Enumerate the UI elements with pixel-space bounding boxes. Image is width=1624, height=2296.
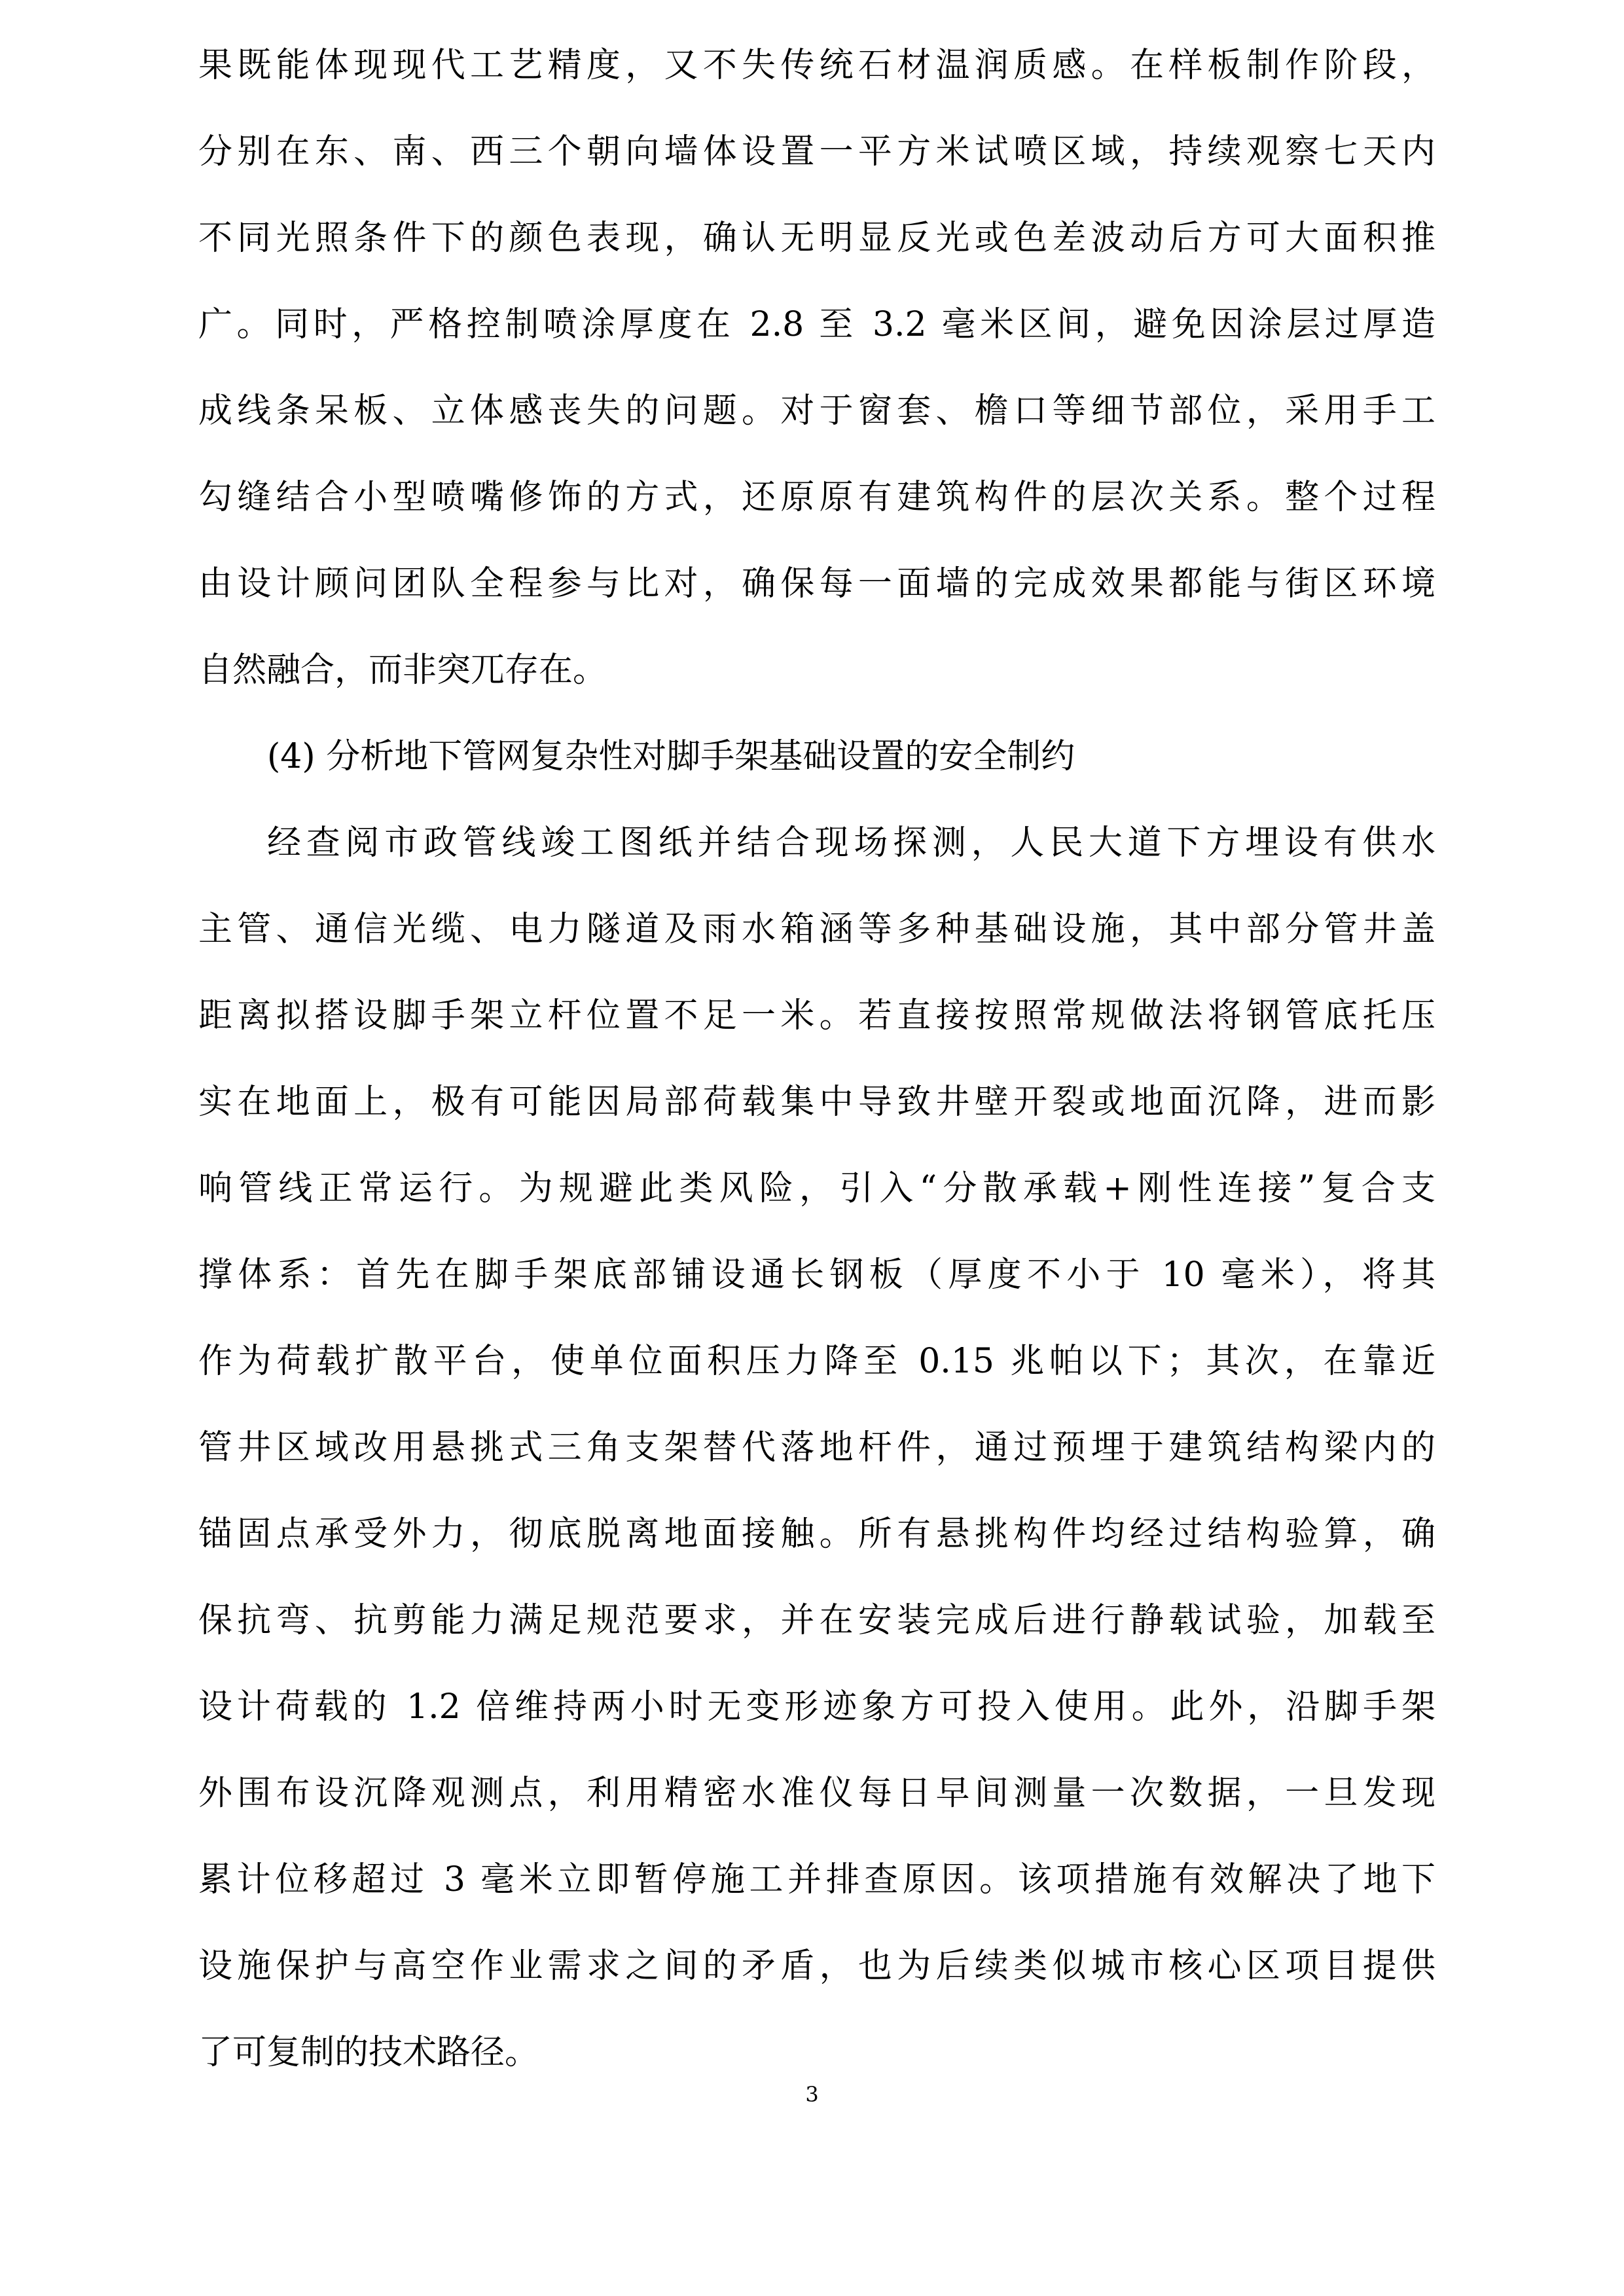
text-line: 不同光照条件下的颜色表现，确认无明显反光或色差波动后方可大面积推 (198, 219, 1435, 258)
text-line: 距离拟搭设脚手架立杆位置不足一米。若直接按照常规做法将钢管底托压 (198, 996, 1435, 1035)
page-number: 3 (805, 2082, 819, 2107)
text-line: 响管线正常运行。为规避此类风险，引入“分散承载+刚性连接”复合支 (198, 1169, 1435, 1208)
text-line: 外围布设沉降观测点，利用精密水准仪每日早间测量一次数据，一旦发现 (198, 1774, 1435, 1813)
text-line: 实在地面上，极有可能因局部荷载集中导致井壁开裂或地面沉降，进而影 (198, 1083, 1435, 1122)
text-line: 成线条呆板、立体感丧失的问题。对于窗套、檐口等细节部位，采用手工 (198, 391, 1435, 431)
text-line: 保抗弯、抗剪能力满足规范要求，并在安装完成后进行静载试验，加载至 (198, 1601, 1435, 1640)
text-line: 设施保护与高空作业需求之间的矛盾，也为后续类似城市核心区项目提供 (198, 1946, 1435, 1986)
text-line: 广。同时，严格控制喷涂厚度在 2.8 至 3.2 毫米区间，避免因涂层过厚造 (198, 305, 1435, 344)
text-line: 管井区域改用悬挑式三角支架替代落地杆件，通过预埋于建筑结构梁内的 (198, 1428, 1435, 1467)
text-line: 撑体系：首先在脚手架底部铺设通长钢板（厚度不小于 10 毫米），将其 (198, 1255, 1435, 1295)
text-line: 自然融合，而非突兀存在。 (198, 651, 607, 690)
text-line: 果既能体现现代工艺精度，又不失传统石材温润质感。在样板制作阶段， (198, 46, 1435, 85)
text-line: 主管、通信光缆、电力隧道及雨水箱涵等多种基础设施，其中部分管井盖 (198, 910, 1435, 949)
text-line: 由设计顾问团队全程参与比对，确保每一面墙的完成效果都能与街区环境 (198, 564, 1435, 603)
text-line: 了可复制的技术路径。 (198, 2033, 539, 2072)
text-line: 累计位移超过 3 毫米立即暂停施工并排查原因。该项措施有效解决了地下 (198, 1860, 1435, 1899)
text-line: 锚固点承受外力，彻底脱离地面接触。所有悬挑构件均经过结构验算，确 (198, 1515, 1435, 1554)
text-line: 设计荷载的 1.2 倍维持两小时无变形迹象方可投入使用。此外，沿脚手架 (198, 1687, 1435, 1727)
text-line: 作为荷载扩散平台，使单位面积压力降至 0.15 兆帕以下；其次，在靠近 (198, 1342, 1435, 1381)
text-line: 勾缝结合小型喷嘴修饰的方式，还原原有建筑构件的层次关系。整个过程 (198, 478, 1435, 517)
section-heading: (4) 分析地下管网复杂性对脚手架基础设置的安全制约 (267, 737, 1075, 776)
text-line: 经查阅市政管线竣工图纸并结合现场探测，人民大道下方埋设有供水 (267, 823, 1435, 863)
text-line: 分别在东、南、西三个朝向墙体设置一平方米试喷区域，持续观察七天内 (198, 132, 1435, 171)
